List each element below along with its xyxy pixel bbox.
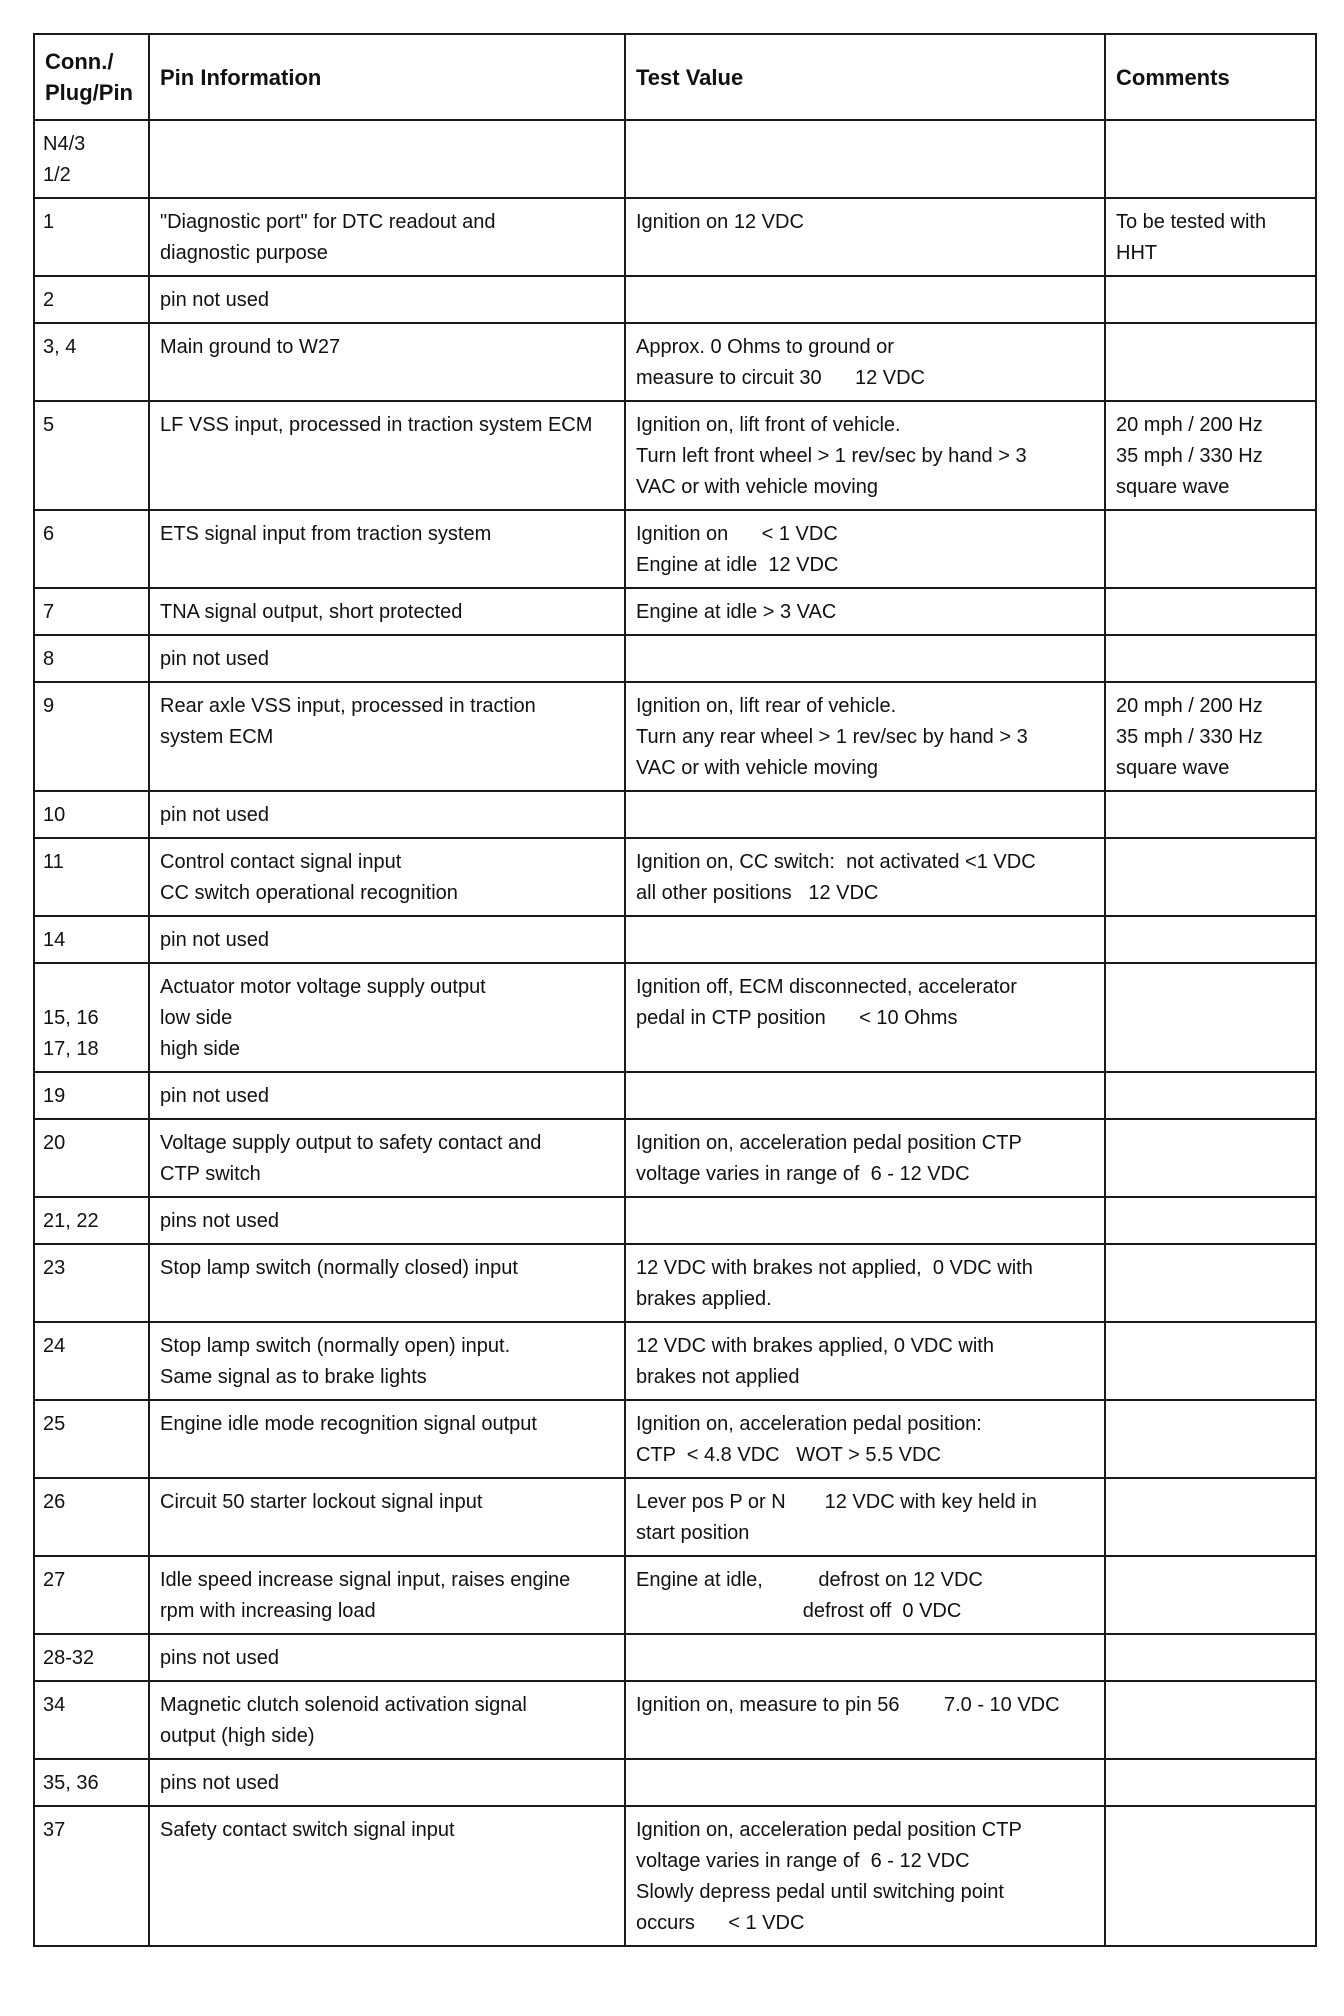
cell-line: Idle speed increase signal input, raises engine xyxy=(160,1569,571,1591)
pin-information-cell xyxy=(149,635,625,682)
comments-cell xyxy=(1105,682,1316,791)
cell-line: Ignition on, lift front of vehicle. xyxy=(636,414,901,436)
pin-cell xyxy=(34,635,149,682)
cell-line: 6 xyxy=(43,523,55,545)
cell-line: 35, 36 xyxy=(43,1772,99,1794)
pin-information-cell xyxy=(149,323,625,401)
cell-line: Magnetic clutch solenoid activation signal xyxy=(160,1694,527,1716)
cell-line: "Diagnostic port" for DTC readout and xyxy=(160,211,496,233)
pin-information-cell xyxy=(149,1759,625,1806)
cell-line: CTP switch xyxy=(160,1163,261,1185)
pin-cell xyxy=(34,120,149,198)
cell-line: Ignition on, CC switch: not activated <1 VDC xyxy=(636,851,1036,873)
header-pin-information: Pin Information xyxy=(149,34,625,120)
table-row xyxy=(34,1400,1316,1478)
cell-line: Ignition on < 1 VDC xyxy=(636,523,838,545)
cell-line: 12 VDC with brakes applied, 0 VDC with xyxy=(636,1335,994,1357)
cell-line: start position xyxy=(636,1522,750,1544)
cell-line: brakes applied. xyxy=(636,1288,772,1310)
table-row xyxy=(34,1759,1316,1806)
pin-cell xyxy=(34,1556,149,1634)
cell-line: 20 xyxy=(43,1132,66,1154)
cell-line: To be tested with xyxy=(1116,211,1267,233)
cell-line: 19 xyxy=(43,1085,66,1107)
test-value-cell xyxy=(625,838,1105,916)
cell-line: voltage varies in range of 6 - 12 VDC xyxy=(636,1163,970,1185)
cell-line: Ignition on, acceleration pedal position CTP xyxy=(636,1132,1022,1154)
table-row xyxy=(34,276,1316,323)
cell-line: 23 xyxy=(43,1257,66,1279)
table-row xyxy=(34,838,1316,916)
comments-cell xyxy=(1105,1556,1316,1634)
test-value-cell xyxy=(625,963,1105,1072)
test-value-cell xyxy=(625,1806,1105,1946)
cell-line: 12 VDC with brakes not applied, 0 VDC with xyxy=(636,1257,1033,1279)
cell-line: ETS signal input from traction system xyxy=(160,523,492,545)
comments-cell xyxy=(1105,838,1316,916)
table-row xyxy=(34,635,1316,682)
cell-line: 8 xyxy=(43,648,55,670)
pin-information-cell xyxy=(149,838,625,916)
cell-line: voltage varies in range of 6 - 12 VDC xyxy=(636,1850,970,1872)
cell-line: VAC or with vehicle moving xyxy=(636,757,878,779)
table-row xyxy=(34,1556,1316,1634)
cell-line: Ignition on, lift rear of vehicle. xyxy=(636,695,897,717)
cell-line: Voltage supply output to safety contact and xyxy=(160,1132,542,1154)
comments-cell xyxy=(1105,1197,1316,1244)
cell-line: Slowly depress pedal until switching point xyxy=(636,1881,1004,1903)
pin-cell xyxy=(34,1634,149,1681)
pin-information-cell xyxy=(149,1478,625,1556)
pin-information-cell xyxy=(149,963,625,1072)
cell-line: Approx. 0 Ohms to ground or xyxy=(636,336,894,358)
cell-line: pin not used xyxy=(160,929,269,951)
cell-line: high side xyxy=(160,1038,241,1060)
test-value-cell xyxy=(625,1681,1105,1759)
pin-cell xyxy=(34,1072,149,1119)
test-value-cell xyxy=(625,1119,1105,1197)
test-value-cell xyxy=(625,401,1105,510)
cell-line: pin not used xyxy=(160,1085,269,1107)
test-value-cell xyxy=(625,635,1105,682)
cell-line: 10 xyxy=(43,804,66,826)
test-value-cell xyxy=(625,510,1105,588)
pin-information-cell xyxy=(149,276,625,323)
table-row xyxy=(34,1478,1316,1556)
pin-cell xyxy=(34,198,149,276)
test-value-cell xyxy=(625,588,1105,635)
header-comments: Comments xyxy=(1105,34,1316,120)
pin-information-cell xyxy=(149,120,625,198)
table-row xyxy=(34,120,1316,198)
table-header-row xyxy=(34,34,1316,120)
table-row xyxy=(34,1119,1316,1197)
pin-information-cell xyxy=(149,1119,625,1197)
cell-line: system ECM xyxy=(160,726,274,748)
pin-cell xyxy=(34,1244,149,1322)
table-row xyxy=(34,963,1316,1072)
cell-line: Main ground to W27 xyxy=(160,336,341,358)
pin-cell xyxy=(34,401,149,510)
cell-line: Engine at idle 12 VDC xyxy=(636,554,839,576)
pin-cell xyxy=(34,682,149,791)
comments-cell xyxy=(1105,1072,1316,1119)
cell-line: 1/2 xyxy=(43,164,71,186)
cell-line: Ignition on, measure to pin 56 7.0 - 10 VDC xyxy=(636,1694,1060,1716)
pin-cell xyxy=(34,916,149,963)
cell-line: Engine at idle > 3 VAC xyxy=(636,601,837,623)
comments-cell xyxy=(1105,1119,1316,1197)
pin-cell xyxy=(34,276,149,323)
table-row xyxy=(34,1244,1316,1322)
pin-cell xyxy=(34,1322,149,1400)
cell-line: Same signal as to brake lights xyxy=(160,1366,427,1388)
pin-cell xyxy=(34,791,149,838)
cell-line: Circuit 50 starter lockout signal input xyxy=(160,1491,483,1513)
cell-line: pins not used xyxy=(160,1772,279,1794)
test-value-cell xyxy=(625,323,1105,401)
cell-line: brakes not applied xyxy=(636,1366,800,1388)
cell-line: rpm with increasing load xyxy=(160,1600,376,1622)
cell-line: pedal in CTP position < 10 Ohms xyxy=(636,1007,958,1029)
cell-line: 21, 22 xyxy=(43,1210,99,1232)
pin-cell xyxy=(34,963,149,1072)
table-row xyxy=(34,682,1316,791)
table-row xyxy=(34,1072,1316,1119)
pin-cell xyxy=(34,1197,149,1244)
pin-cell xyxy=(34,1400,149,1478)
cell-line: 27 xyxy=(43,1569,66,1591)
cell-line: Stop lamp switch (normally closed) input xyxy=(160,1257,518,1279)
test-value-cell xyxy=(625,916,1105,963)
test-value-cell xyxy=(625,276,1105,323)
cell-line: Control contact signal input xyxy=(160,851,402,873)
pin-information-cell xyxy=(149,1244,625,1322)
cell-line: 25 xyxy=(43,1413,66,1435)
comments-cell xyxy=(1105,401,1316,510)
table-row xyxy=(34,1322,1316,1400)
comments-cell xyxy=(1105,276,1316,323)
comments-cell xyxy=(1105,588,1316,635)
cell-line: pin not used xyxy=(160,289,269,311)
cell-line: 28-32 xyxy=(43,1647,95,1669)
comments-cell xyxy=(1105,1244,1316,1322)
cell-line: pin not used xyxy=(160,648,269,670)
cell-line: 1 xyxy=(43,211,55,233)
cell-line: VAC or with vehicle moving xyxy=(636,476,878,498)
comments-cell xyxy=(1105,1478,1316,1556)
cell-line: Turn any rear wheel > 1 rev/sec by hand > 3 xyxy=(636,726,1028,748)
pin-cell xyxy=(34,510,149,588)
pin-cell xyxy=(34,1759,149,1806)
test-value-cell xyxy=(625,1400,1105,1478)
pin-cell xyxy=(34,838,149,916)
comments-cell xyxy=(1105,1806,1316,1946)
cell-line: occurs < 1 VDC xyxy=(636,1912,805,1934)
cell-line: 5 xyxy=(43,414,55,436)
comments-cell xyxy=(1105,791,1316,838)
cell-line: defrost off 0 VDC xyxy=(636,1600,962,1622)
cell-line: Engine at idle, defrost on 12 VDC xyxy=(636,1569,983,1591)
pin-test-table xyxy=(33,33,1317,1947)
cell-line: 20 mph / 200 Hz xyxy=(1116,695,1263,717)
test-value-cell xyxy=(625,1759,1105,1806)
header-test-value: Test Value xyxy=(625,34,1105,120)
cell-line: Ignition off, ECM disconnected, accelerator xyxy=(636,976,1017,998)
cell-line: low side xyxy=(160,1007,233,1029)
test-value-cell xyxy=(625,1244,1105,1322)
table-row xyxy=(34,401,1316,510)
table-row xyxy=(34,916,1316,963)
cell-line: CTP < 4.8 VDC WOT > 5.5 VDC xyxy=(636,1444,941,1466)
test-value-cell xyxy=(625,120,1105,198)
pin-information-cell xyxy=(149,1400,625,1478)
cell-line: 35 mph / 330 Hz xyxy=(1116,726,1263,748)
cell-line: TNA signal output, short protected xyxy=(160,601,463,623)
cell-line: 11 xyxy=(43,851,64,873)
cell-line: 3, 4 xyxy=(43,336,77,358)
pin-information-cell xyxy=(149,1072,625,1119)
table-row xyxy=(34,1681,1316,1759)
cell-line: 37 xyxy=(43,1819,66,1841)
table-row xyxy=(34,510,1316,588)
cell-line: Ignition on 12 VDC xyxy=(636,211,804,233)
cell-line: HHT xyxy=(1116,242,1158,264)
comments-cell xyxy=(1105,635,1316,682)
comments-cell xyxy=(1105,510,1316,588)
cell-line: 17, 18 xyxy=(43,1038,99,1060)
table-row xyxy=(34,198,1316,276)
cell-line: Ignition on, acceleration pedal position: xyxy=(636,1413,982,1435)
cell-line: Rear axle VSS input, processed in traction xyxy=(160,695,536,717)
cell-line: Lever pos P or N 12 VDC with key held in xyxy=(636,1491,1037,1513)
pin-information-cell xyxy=(149,791,625,838)
cell-line: 34 xyxy=(43,1694,66,1716)
cell-line: 35 mph / 330 Hz xyxy=(1116,445,1263,467)
cell-line: Ignition on, acceleration pedal position CTP xyxy=(636,1819,1022,1841)
comments-cell xyxy=(1105,1681,1316,1759)
cell-line: Stop lamp switch (normally open) input. xyxy=(160,1335,511,1357)
test-value-cell xyxy=(625,1322,1105,1400)
comments-cell xyxy=(1105,1759,1316,1806)
cell-line: 26 xyxy=(43,1491,66,1513)
pin-information-cell xyxy=(149,1806,625,1946)
header-conn-plug-pin: Conn./ Plug/Pin xyxy=(34,34,149,120)
test-value-cell xyxy=(625,1072,1105,1119)
cell-line: diagnostic purpose xyxy=(160,242,328,264)
test-value-cell xyxy=(625,682,1105,791)
pin-cell xyxy=(34,1478,149,1556)
cell-line: N4/3 xyxy=(43,133,86,155)
pin-information-cell xyxy=(149,1681,625,1759)
cell-line: 20 mph / 200 Hz xyxy=(1116,414,1263,436)
pin-table-sheet xyxy=(33,33,1315,1947)
comments-cell xyxy=(1105,1634,1316,1681)
cell-line: 9 xyxy=(43,695,55,717)
comments-cell xyxy=(1105,198,1316,276)
cell-line: square wave xyxy=(1116,757,1230,779)
comments-cell xyxy=(1105,916,1316,963)
pin-cell xyxy=(34,1681,149,1759)
cell-line: pins not used xyxy=(160,1210,279,1232)
test-value-cell xyxy=(625,198,1105,276)
test-value-cell xyxy=(625,1478,1105,1556)
test-value-cell xyxy=(625,1634,1105,1681)
pin-information-cell xyxy=(149,198,625,276)
cell-line: 7 xyxy=(43,601,55,623)
cell-line: 24 xyxy=(43,1335,66,1357)
cell-line: LF VSS input, processed in traction system ECM xyxy=(160,414,593,436)
pin-cell xyxy=(34,588,149,635)
cell-line xyxy=(43,972,140,1003)
comments-cell xyxy=(1105,1322,1316,1400)
cell-line: pins not used xyxy=(160,1647,279,1669)
comments-cell xyxy=(1105,323,1316,401)
pin-information-cell xyxy=(149,916,625,963)
pin-information-cell xyxy=(149,1197,625,1244)
cell-line: pin not used xyxy=(160,804,269,826)
pin-information-cell xyxy=(149,1556,625,1634)
pin-information-cell xyxy=(149,588,625,635)
pin-information-cell xyxy=(149,1322,625,1400)
pin-information-cell xyxy=(149,1634,625,1681)
table-row xyxy=(34,1197,1316,1244)
cell-line: CC switch operational recognition xyxy=(160,882,458,904)
comments-cell xyxy=(1105,1400,1316,1478)
cell-line: measure to circuit 30 12 VDC xyxy=(636,367,926,389)
cell-line: all other positions 12 VDC xyxy=(636,882,879,904)
pin-information-cell xyxy=(149,510,625,588)
cell-line: square wave xyxy=(1116,476,1230,498)
test-value-cell xyxy=(625,1197,1105,1244)
table-row xyxy=(34,323,1316,401)
table-row xyxy=(34,588,1316,635)
cell-line: 14 xyxy=(43,929,66,951)
comments-cell xyxy=(1105,120,1316,198)
cell-line: Actuator motor voltage supply output xyxy=(160,976,486,998)
pin-information-cell xyxy=(149,682,625,791)
test-value-cell xyxy=(625,1556,1105,1634)
table-row xyxy=(34,1806,1316,1946)
pin-information-cell xyxy=(149,401,625,510)
cell-line: Turn left front wheel > 1 rev/sec by hand > 3 xyxy=(636,445,1027,467)
cell-line: 15, 16 xyxy=(43,1007,99,1029)
pin-cell xyxy=(34,323,149,401)
pin-cell xyxy=(34,1119,149,1197)
test-value-cell xyxy=(625,791,1105,838)
table-body xyxy=(34,120,1316,1946)
table-row xyxy=(34,791,1316,838)
cell-line: Engine idle mode recognition signal output xyxy=(160,1413,537,1435)
comments-cell xyxy=(1105,963,1316,1072)
table-row xyxy=(34,1634,1316,1681)
pin-cell xyxy=(34,1806,149,1946)
cell-line: output (high side) xyxy=(160,1725,315,1747)
cell-line: Safety contact switch signal input xyxy=(160,1819,455,1841)
cell-line: 2 xyxy=(43,289,55,311)
